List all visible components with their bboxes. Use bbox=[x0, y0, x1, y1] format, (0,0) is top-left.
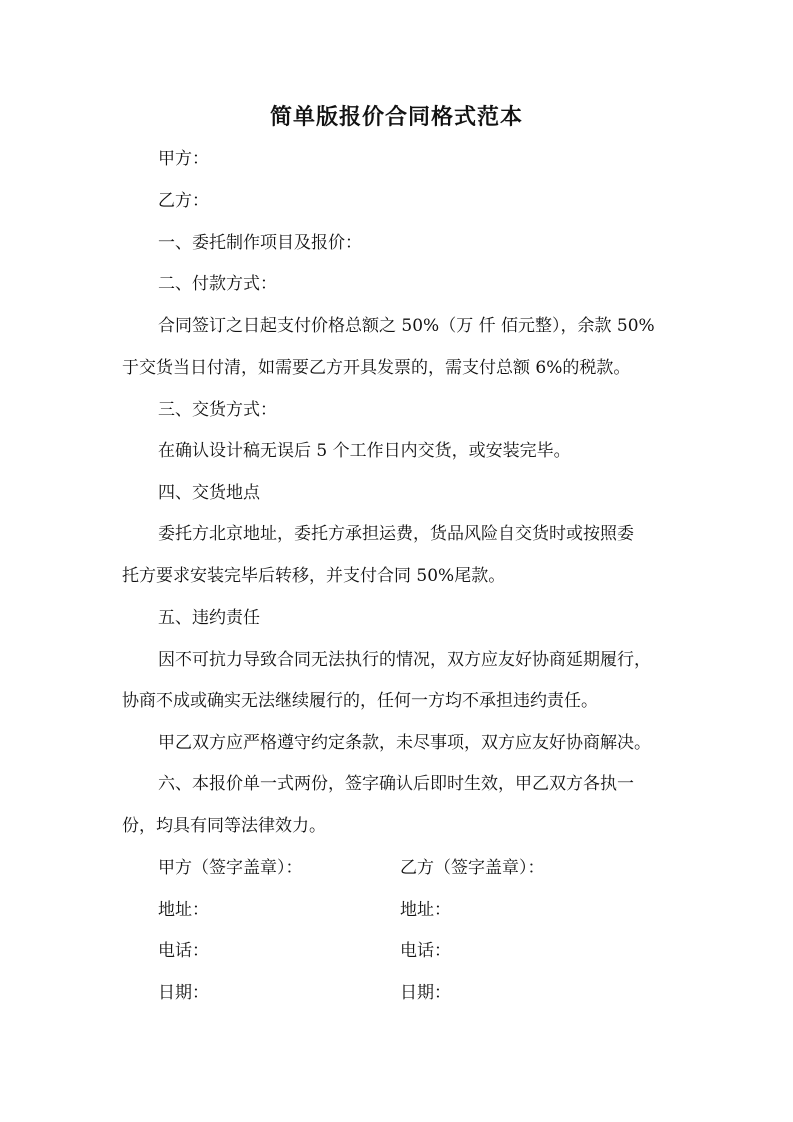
party-a-date-label: 日期： bbox=[158, 983, 209, 1003]
section-4-heading: 四、交货地点 bbox=[158, 483, 260, 503]
party-b-address-label: 地址： bbox=[400, 900, 451, 920]
location-text-line-2: 托方要求安装完毕后转移，并支付合同 50%尾款。 bbox=[122, 566, 506, 586]
party-b-signature-label: 乙方（签字盖章）： bbox=[400, 858, 545, 878]
party-a-phone-label: 电话： bbox=[158, 941, 209, 961]
section-6-line-1: 六、本报价单一式两份，签字确认后即时生效，甲乙双方各执一 bbox=[158, 774, 634, 794]
party-b-phone-label: 电话： bbox=[400, 941, 451, 961]
section-1-heading: 一、委托制作项目及报价： bbox=[158, 233, 362, 253]
party-a-signature-label: 甲方（签字盖章）： bbox=[158, 858, 303, 878]
breach-text-line-1: 因不可抗力导致合同无法执行的情况，双方应友好协商延期履行， bbox=[158, 650, 651, 670]
section-6-line-2: 份，均具有同等法律效力。 bbox=[122, 816, 326, 836]
document-title: 简单版报价合同格式范本 bbox=[269, 104, 523, 130]
location-text-line-1: 委托方北京地址，委托方承担运费，货品风险自交货时或按照委 bbox=[158, 524, 634, 544]
party-b-date-label: 日期： bbox=[400, 983, 451, 1003]
payment-text-line-2: 于交货当日付清，如需要乙方开具发票的，需支付总额 6%的税款。 bbox=[122, 358, 631, 378]
breach-text-line-3: 甲乙双方应严格遵守约定条款，未尽事项，双方应友好协商解决。 bbox=[158, 733, 651, 753]
party-a-address-label: 地址： bbox=[158, 900, 209, 920]
party-a-label: 甲方： bbox=[158, 149, 209, 169]
party-b-label: 乙方： bbox=[158, 191, 209, 211]
section-3-heading: 三、交货方式： bbox=[158, 400, 277, 420]
breach-text-line-2: 协商不成或确实无法继续履行的，任何一方均不承担违约责任。 bbox=[122, 691, 598, 711]
payment-text-line-1: 合同签订之日起支付价格总额之 50%（万 仟 佰元整），余款 50% bbox=[158, 316, 655, 336]
delivery-text: 在确认设计稿无误后 5 个工作日内交货，或安装完毕。 bbox=[158, 441, 571, 461]
section-5-heading: 五、违约责任 bbox=[158, 608, 260, 628]
section-2-heading: 二、付款方式： bbox=[158, 274, 277, 294]
